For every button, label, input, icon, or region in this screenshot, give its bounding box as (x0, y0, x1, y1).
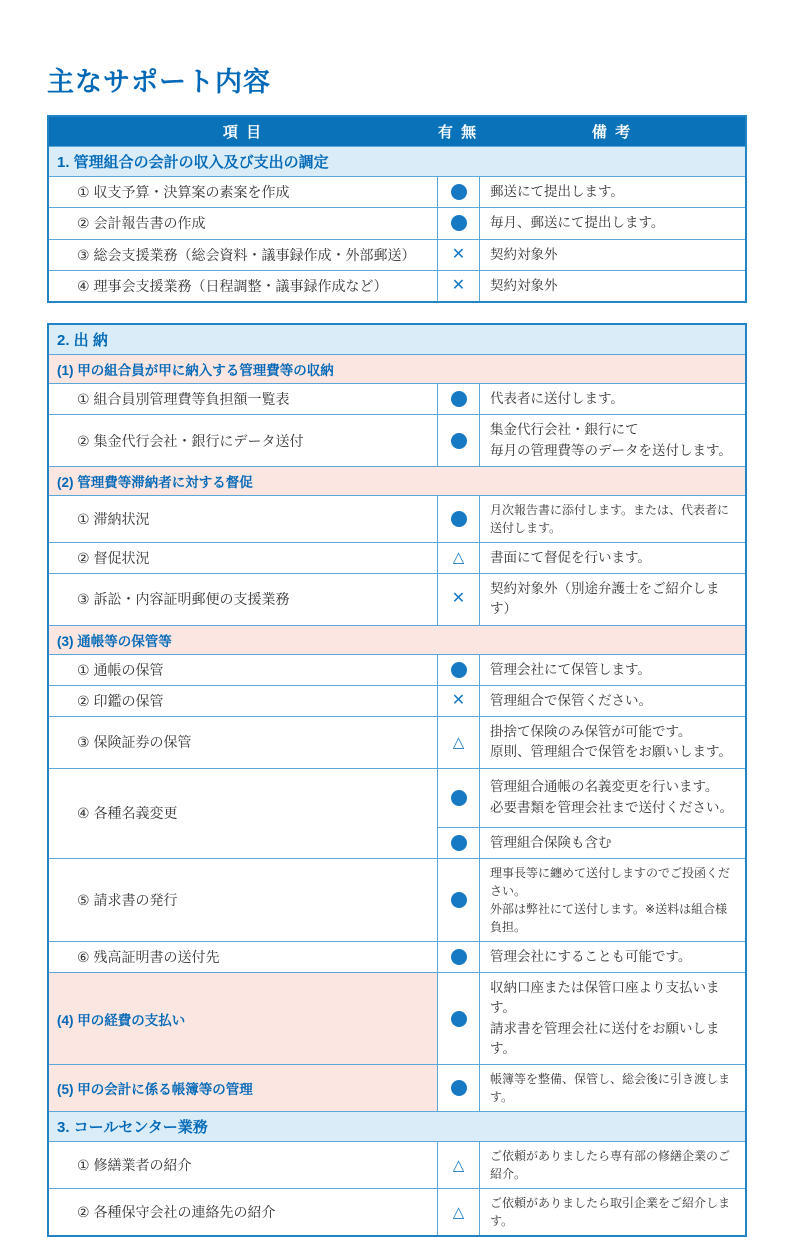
mark-cell (437, 415, 479, 466)
mark-cell (437, 1142, 479, 1188)
mark-cell (437, 1189, 479, 1235)
filled-circle-icon (451, 662, 467, 678)
remark-text: ご依頼がありましたら取引企業をご紹介します。 (490, 1196, 731, 1228)
table-row (49, 542, 745, 573)
item-label-cell: ① 修繕業者の紹介 (77, 1157, 192, 1173)
table-row (49, 654, 745, 685)
remark-cell (479, 496, 745, 542)
page-title: 主なサポート内容 (47, 67, 271, 97)
remark-text: 契約対象外 (490, 277, 558, 293)
item-label-cell: ④ 理事会支援業務（日程調整・議事録作成など） (77, 277, 388, 294)
triangle-icon: △ (452, 733, 465, 751)
table-row (49, 270, 745, 301)
table-row (49, 414, 745, 466)
remark-text: 管理会社にて保管します。 (490, 661, 651, 677)
remark-text: 毎月、郵送にて提出します。 (490, 215, 665, 231)
filled-circle-icon (451, 215, 467, 231)
item-label-cell: ③ 総会支援業務（総会資料・議事録作成・外部郵送） (77, 246, 416, 263)
filled-circle-icon (451, 391, 467, 407)
section-label: 1. 管理組合の会計の収入及び支出の調定 (57, 154, 329, 171)
filled-circle-icon (451, 1080, 467, 1096)
subsection-label: (1) 甲の組合員が甲に納入する管理費等の収納 (57, 363, 334, 378)
remark-text: 帳簿等を整備、保管し、総会後に引き渡します。 (490, 1072, 731, 1104)
table-row (49, 941, 745, 972)
item-label-cell: ⑤ 請求書の発行 (77, 891, 178, 908)
item-label-cell: (5) 甲の会計に係る帳簿等の管理 (49, 1065, 437, 1111)
remark-text: 掛捨て保険のみ保管が可能です。 (490, 724, 692, 739)
table-row (49, 768, 745, 858)
table-row (49, 1064, 745, 1111)
remark-text: 毎月の管理費等のデータを送付します。 (490, 442, 732, 458)
column-header-item: 項 目 (222, 124, 264, 141)
subsection-row (49, 466, 745, 495)
item-label-cell: ⑥ 残高証明書の送付先 (77, 948, 220, 965)
filled-circle-icon (451, 184, 467, 200)
table-row (49, 972, 745, 1064)
remark-text: 理事長等に纏めて送付しますのでご投函ください。 (490, 865, 731, 898)
section-label: 2. 出 納 (57, 332, 108, 349)
remark-text: 月次報告書に添付します。または、代表者に送付します。 (490, 502, 730, 535)
table-header-row (49, 117, 745, 146)
remark-cell (479, 384, 745, 414)
cross-icon: ✕ (451, 245, 466, 263)
mark-cell (437, 717, 479, 768)
remark-cell (479, 973, 745, 1064)
table-subrow (437, 827, 745, 858)
mark-cell (437, 859, 479, 941)
remark-cell (479, 177, 745, 207)
remark-cell (479, 717, 745, 768)
table-row (49, 239, 745, 270)
filled-circle-icon (451, 511, 467, 527)
triangle-icon: △ (452, 1203, 465, 1221)
remark-cell (479, 942, 745, 972)
table-row (49, 858, 745, 941)
support-table (47, 323, 747, 1237)
remark-cell (479, 240, 745, 270)
filled-circle-icon (451, 835, 467, 851)
table-row (49, 573, 745, 625)
mark-cell (437, 828, 479, 858)
mark-cell (437, 574, 479, 625)
remark-cell (479, 655, 745, 685)
subsection-row (49, 354, 745, 383)
mark-cell (437, 769, 479, 827)
spanned-subrows (437, 769, 745, 858)
filled-circle-icon (451, 892, 467, 908)
mark-cell (437, 686, 479, 716)
item-label-cell: ② 督促状況 (77, 549, 150, 566)
cross-icon: ✕ (451, 590, 466, 608)
table-row (49, 685, 745, 716)
item-label-cell: (4) 甲の経費の支払い (49, 973, 437, 1064)
remark-text: 原則、管理組合で保管をお願いします。 (490, 744, 732, 760)
remark-cell (479, 1189, 745, 1235)
filled-circle-icon (451, 790, 467, 806)
item-label-cell: ④ 各種名義変更 (77, 805, 178, 822)
remark-text: 代表者に送付します。 (490, 391, 624, 406)
remark-cell (479, 769, 745, 827)
mark-cell (437, 942, 479, 972)
support-tables (47, 115, 747, 1237)
section-row (49, 325, 745, 354)
remark-text: 管理会社にすることも可能です。 (490, 948, 692, 964)
remark-cell (479, 828, 745, 858)
mark-cell (437, 208, 479, 238)
table-row (49, 176, 745, 207)
section-label: 3. コールセンター業務 (57, 1119, 208, 1136)
remark-cell (479, 1142, 745, 1188)
mark-cell (437, 1065, 479, 1111)
mark-cell (437, 496, 479, 542)
remark-cell (479, 208, 745, 238)
item-label-cell: ② 会計報告書の作成 (77, 215, 206, 232)
subsection-label: (2) 管理費等滞納者に対する督促 (57, 474, 253, 490)
item-label-cell: ③ 訴訟・内容証明郵便の支援業務 (77, 591, 290, 608)
remark-text: 書面にて督促を行います。 (490, 549, 651, 565)
filled-circle-icon (451, 1011, 467, 1027)
table-row (49, 1188, 745, 1235)
remark-text: 契約対象外 (490, 246, 558, 262)
item-label-cell: ③ 保険証券の保管 (77, 734, 192, 751)
remark-text: 収納口座または保管口座より支払います。 (490, 980, 720, 1016)
table-row (49, 207, 745, 238)
remark-cell (479, 415, 745, 466)
mark-cell (437, 973, 479, 1064)
remark-text: 請求書を管理会社に送付をお願いします。 (490, 1020, 720, 1056)
table-subrow (437, 769, 745, 827)
remark-text: 外部は弊社にて送付します。※送料は組合様負担。 (490, 901, 728, 934)
item-label-cell: ② 集金代行会社・銀行にデータ送付 (77, 432, 304, 449)
remark-text: ご依頼がありましたら専有部の修繕企業のご紹介。 (490, 1149, 731, 1181)
column-header-remarks: 備 考 (591, 124, 633, 141)
cross-icon: ✕ (451, 691, 466, 709)
cross-icon: ✕ (451, 276, 466, 294)
remark-text: 郵送にて提出します。 (490, 184, 624, 199)
remark-cell (479, 686, 745, 716)
remark-text: 管理組合通帳の名義変更を行います。 (490, 779, 719, 795)
mark-cell (437, 177, 479, 207)
subsection-row (49, 625, 745, 654)
column-header-availability: 有 無 (437, 124, 479, 141)
item-label-cell: ① 収支予算・決算案の素案を作成 (77, 184, 290, 201)
item-label-cell: ① 滞納状況 (77, 510, 150, 527)
section-row (49, 146, 745, 176)
triangle-icon: △ (452, 549, 465, 567)
mark-cell (437, 543, 479, 573)
remark-text: 管理組合で保管ください。 (490, 692, 652, 708)
support-table (47, 115, 747, 303)
table-row (49, 495, 745, 542)
triangle-icon: △ (452, 1156, 465, 1174)
mark-cell (437, 240, 479, 270)
table-row (49, 1141, 745, 1188)
subsection-label: (3) 通帳等の保管等 (57, 633, 172, 649)
remark-text: 契約対象外（別途弁護士をご紹介します） (490, 581, 720, 617)
item-label-cell: ① 組合員別管理費等負担額一覧表 (77, 391, 290, 408)
filled-circle-icon (451, 949, 467, 965)
remark-cell (479, 859, 745, 941)
item-label-cell: ① 通帳の保管 (77, 661, 164, 678)
remark-text: 必要書類を管理会社まで送付ください。 (490, 799, 733, 815)
table-row (49, 383, 745, 414)
item-label-cell: ② 各種保守会社の連絡先の紹介 (77, 1204, 276, 1220)
remark-cell (479, 574, 745, 625)
remark-text: 管理組合保険も含む (490, 834, 612, 850)
table-row (49, 716, 745, 768)
mark-cell (437, 384, 479, 414)
section-row (49, 1111, 745, 1141)
remark-text: 集金代行会社・銀行にて (490, 422, 639, 438)
filled-circle-icon (451, 433, 467, 449)
remark-cell (479, 543, 745, 573)
remark-cell (479, 271, 745, 301)
mark-cell (437, 655, 479, 685)
item-label-cell: ② 印鑑の保管 (77, 692, 164, 709)
mark-cell (437, 271, 479, 301)
remark-cell (479, 1065, 745, 1111)
